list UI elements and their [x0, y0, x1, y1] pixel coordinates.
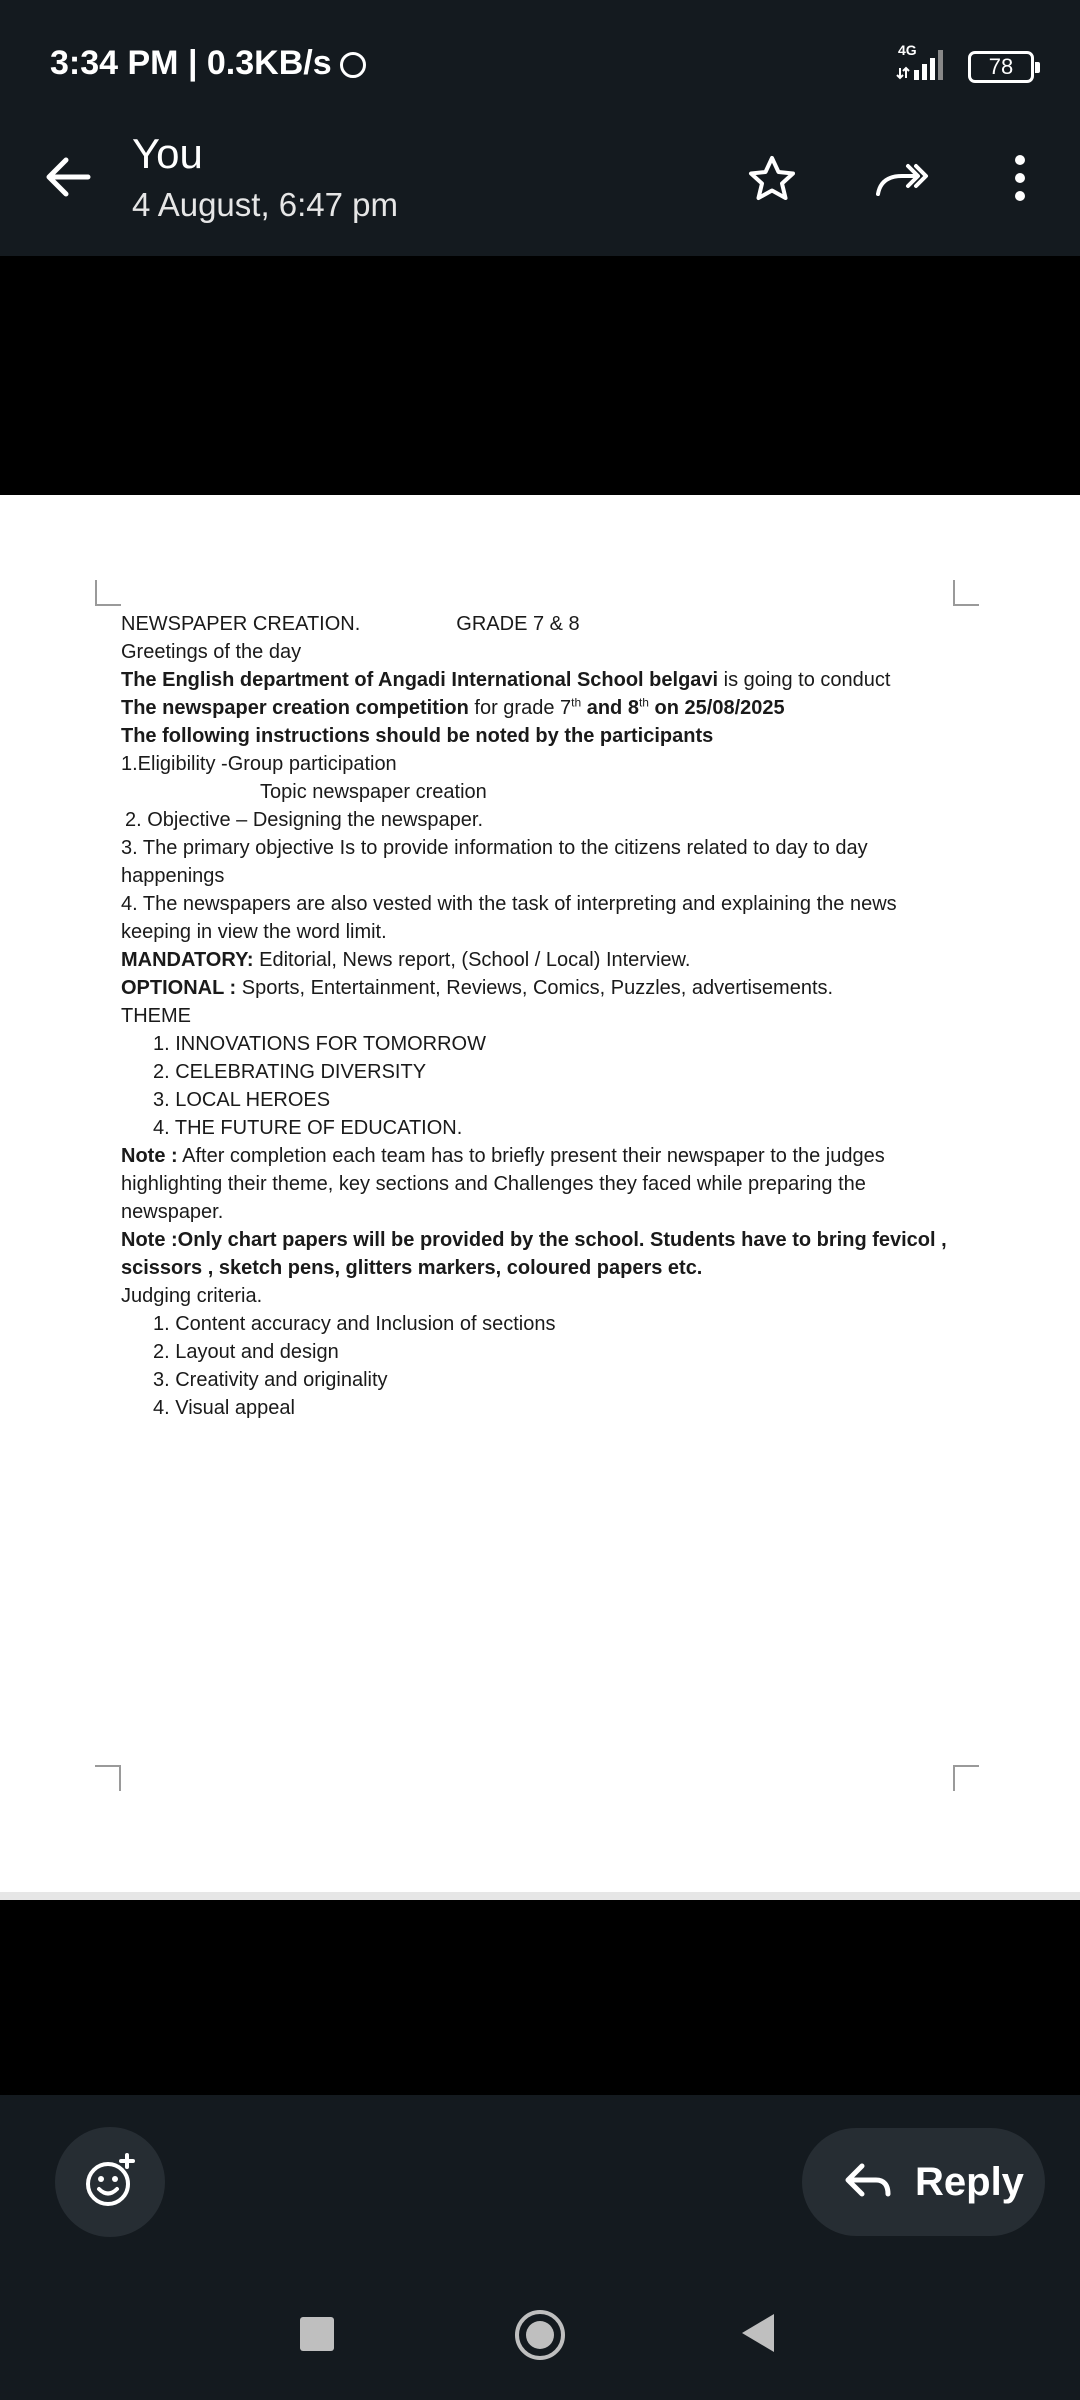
note1-text: After completion each team has to briefly present their newspaper to the judges highlighting their theme, key sections and Challenges they faced while preparing the newspaper. — [121, 1145, 885, 1223]
doc-point-4: 4. The newspapers are also vested with the task of interpreting and explaining the news keeping in view the word limit. — [121, 893, 897, 943]
theme-item: 4. THE FUTURE OF EDUCATION. — [153, 1117, 463, 1139]
document-text — [121, 610, 961, 1422]
crop-mark — [953, 1765, 979, 1791]
mandatory-label: MANDATORY: — [121, 949, 254, 971]
network-type: 4G — [898, 42, 917, 58]
document-image[interactable] — [0, 495, 1080, 1900]
signal-icon — [896, 46, 952, 82]
optional-label: OPTIONAL : — [121, 977, 237, 999]
status-bar — [0, 0, 1080, 128]
note2-text: Note :Only chart papers will be provided by the school. Students have to bring fevicol , scissors , sketch pens, glitters markers, coloured papers etc. — [121, 1229, 947, 1279]
doc-eligibility: 1.Eligibility -Group participation — [121, 753, 397, 775]
intro-bold-1: The English department of Angadi International School belgavi — [121, 669, 719, 691]
doc-theme-label: THEME — [121, 1005, 191, 1027]
optional-text: Sports, Entertainment, Reviews, Comics, Puzzles, advertisements. — [236, 977, 834, 999]
doc-topic: Topic newspaper creation — [260, 781, 487, 803]
theme-item: 3. LOCAL HEROES — [153, 1089, 331, 1111]
note1-label: Note : — [121, 1145, 178, 1167]
status-time-text: 3:34 PM | 0.3KB/s — [50, 44, 332, 82]
theme-item: 1. INNOVATIONS FOR TOMORROW — [153, 1033, 486, 1055]
intro-date: on 25/08/2025 — [648, 697, 785, 719]
criteria-item: 1. Content accuracy and Inclusion of sections — [153, 1313, 556, 1335]
mandatory-text: Editorial, News report, (School / Local) Interview. — [253, 949, 691, 971]
criteria-item: 3. Creativity and originality — [153, 1369, 388, 1391]
intro-sup-2: th — [638, 695, 649, 710]
criteria-item: 2. Layout and design — [153, 1341, 339, 1363]
emoji-react-button[interactable] — [55, 2127, 165, 2237]
doc-heading-left: NEWSPAPER CREATION. — [121, 613, 361, 635]
instructions-text: The following instructions should be noted by the participants — [121, 725, 714, 747]
battery-indicator: 78 — [968, 51, 1034, 83]
sender-name: You — [132, 130, 203, 177]
reply-arrow-icon — [838, 2152, 898, 2212]
intro-sup-1: th — [571, 695, 582, 710]
more-vertical-icon[interactable] — [990, 150, 1050, 210]
crop-mark — [95, 580, 121, 606]
crop-mark — [953, 580, 979, 606]
doc-objective: 2. Objective – Designing the newspaper. — [125, 809, 483, 831]
reply-label[interactable]: Reply — [915, 2160, 1024, 2204]
doc-instructions — [121, 722, 961, 750]
doc-heading-right: GRADE 7 & 8 — [456, 613, 580, 635]
screen-record-icon — [340, 52, 366, 78]
message-datetime: 4 August, 6:47 pm — [132, 186, 399, 223]
doc-point-3: 3. The primary objective Is to provide information to the citizens related to day to day happenings — [121, 837, 868, 887]
home-button[interactable] — [515, 2310, 565, 2360]
intro-text-1: is going to conduct — [718, 669, 891, 691]
theme-item: 2. CELEBRATING DIVERSITY — [153, 1061, 427, 1083]
recent-apps-button[interactable] — [300, 2317, 334, 2351]
emoji-add-icon — [55, 2127, 165, 2237]
doc-heading — [121, 610, 961, 638]
crop-mark — [95, 1765, 121, 1791]
doc-note-1 — [121, 1142, 961, 1226]
forward-arrow-icon[interactable] — [872, 150, 932, 210]
doc-intro — [121, 666, 961, 722]
doc-mandatory — [121, 946, 961, 974]
doc-judging-label: Judging criteria. — [121, 1285, 263, 1307]
intro-and: and 8 — [581, 697, 639, 719]
intro-text-2: for grade 7 — [468, 697, 572, 719]
star-outline-icon[interactable] — [742, 150, 802, 210]
status-time — [50, 44, 366, 83]
doc-optional — [121, 974, 961, 1002]
intro-bold-2: The newspaper creation competition — [121, 697, 469, 719]
doc-greeting: Greetings of the day — [121, 641, 302, 663]
back-nav-button[interactable] — [742, 2314, 774, 2352]
criteria-item: 4. Visual appeal — [153, 1397, 295, 1419]
arrow-left-icon[interactable] — [38, 147, 98, 207]
doc-note-2 — [121, 1226, 961, 1282]
